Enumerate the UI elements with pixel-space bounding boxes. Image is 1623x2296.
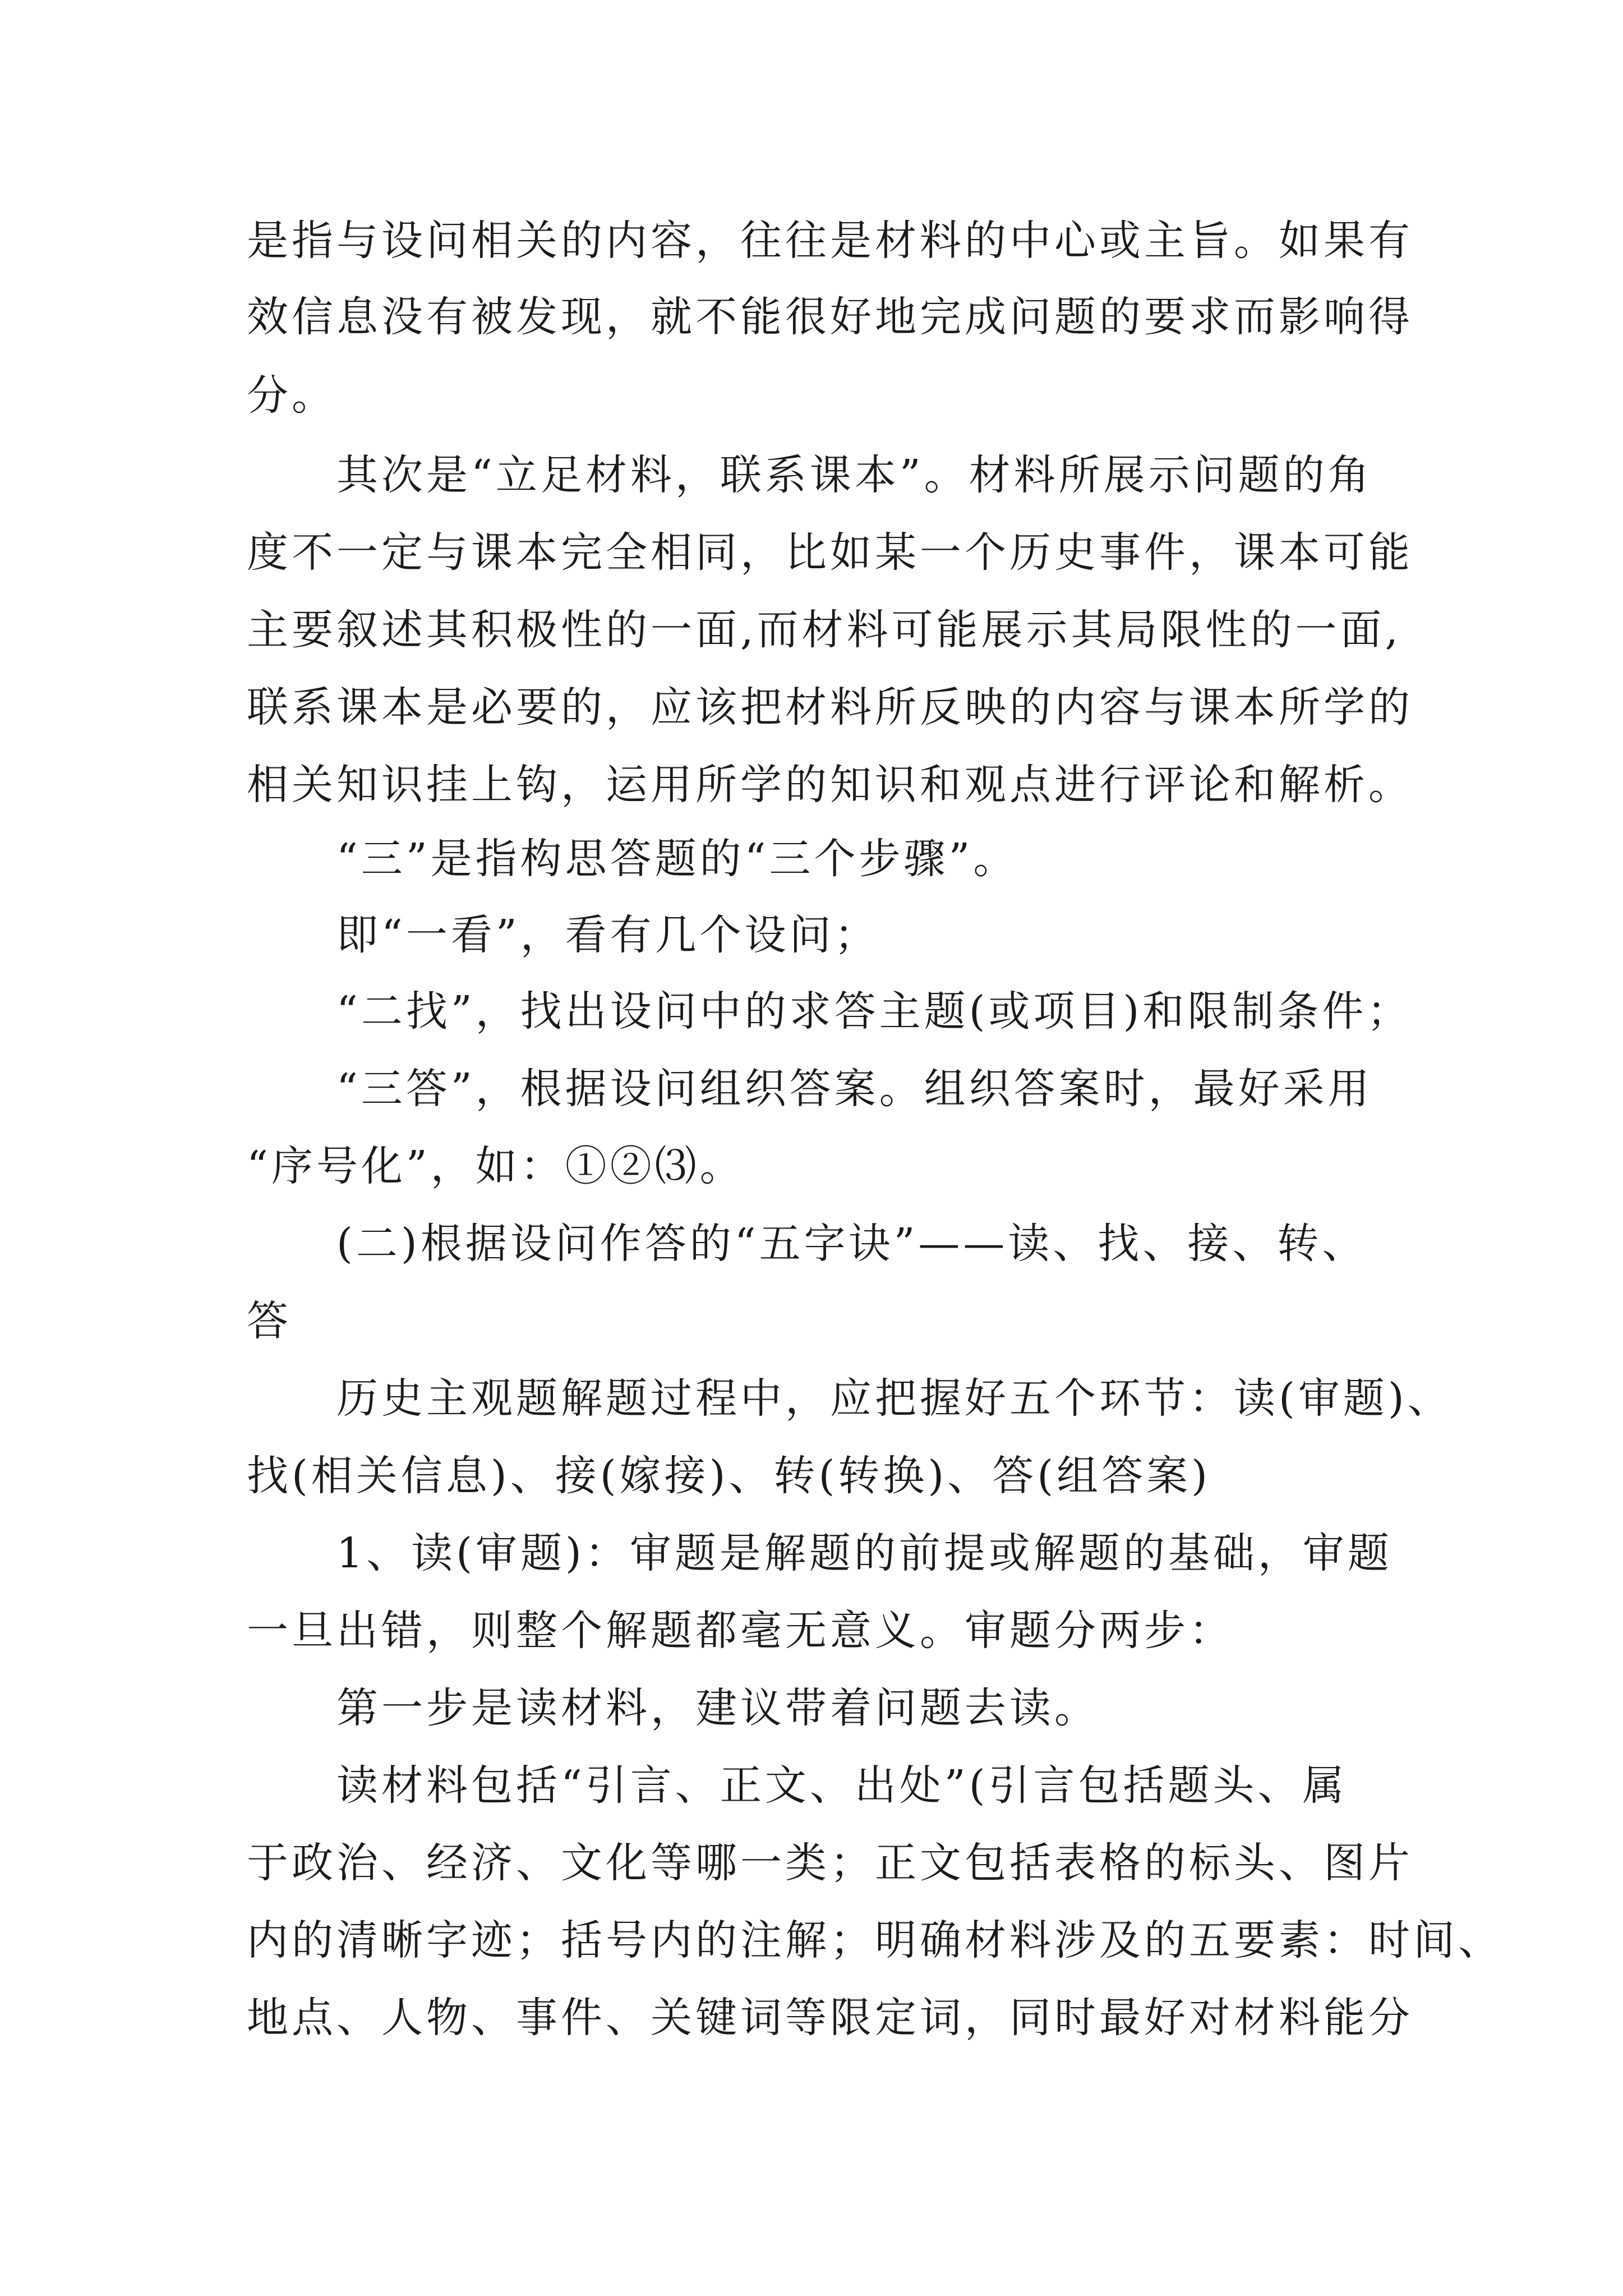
text-line: 联系课本是必要的，应该把材料所反映的内容与课本所学的 xyxy=(247,683,1413,731)
text-line: (二)根据设问作答的“五字诀”——读、找、接、转、 xyxy=(336,1220,1367,1268)
text-line: 1、读(审题)：审题是解题的前提或解题的基础，审题 xyxy=(336,1529,1393,1577)
text-line: 相关知识挂上钩，运用所学的知识和观点进行评论和解析。 xyxy=(247,761,1413,809)
text-line: 历史主观题解题过程中，应把握好五个环节：读(审题)、 xyxy=(336,1374,1453,1423)
text-line: 是指与设问相关的内容，往往是材料的中心或主旨。如果有 xyxy=(247,217,1413,265)
text-line: 一旦出错，则整个解题都毫无意义。审题分两步： xyxy=(247,1607,1234,1655)
text-line: 分。 xyxy=(247,371,336,420)
text-line: 找(相关信息)、接(嫁接)、转(转换)、答(组答案) xyxy=(247,1452,1211,1500)
text-line: 答 xyxy=(247,1297,292,1345)
text-line: 度不一定与课本完全相同，比如某一个历史事件，课本可能 xyxy=(247,528,1413,577)
text-line: 于政治、经济、文化等哪一类；正文包括表格的标头、图片 xyxy=(247,1839,1413,1887)
text-line: 地点、人物、事件、关键词等限定词，同时最好对材料能分 xyxy=(247,1994,1413,2042)
text-line: “三”是指构思答题的“三个步骤”。 xyxy=(336,835,1018,883)
text-line: 读材料包括“引言、正文、出处”(引言包括题头、属 xyxy=(336,1761,1348,1810)
text-line: 主要叙述其积极性的一面,而材料可能展示其局限性的一面, xyxy=(247,606,1402,654)
text-line: 第一步是读材料，建议带着问题去读。 xyxy=(336,1684,1099,1732)
text-line: “二找”，找出设问中的求答主题(或项目)和限制条件； xyxy=(336,987,1412,1036)
text-line: 效信息没有被发现，就不能很好地完成问题的要求而影响得 xyxy=(247,293,1413,341)
text-line: “三答”，根据设问组织答案。组织答案时，最好采用 xyxy=(336,1065,1373,1113)
text-line: 即“一看”，看有几个设问； xyxy=(336,911,879,959)
text-line: “序号化”，如：①②⑶。 xyxy=(247,1142,745,1190)
text-line: 其次是“立足材料，联系课本”。材料所展示问题的角 xyxy=(336,451,1373,499)
text-line: 内的清晰字迹；括号内的注解；明确材料涉及的五要素：时间、 xyxy=(247,1916,1503,1964)
